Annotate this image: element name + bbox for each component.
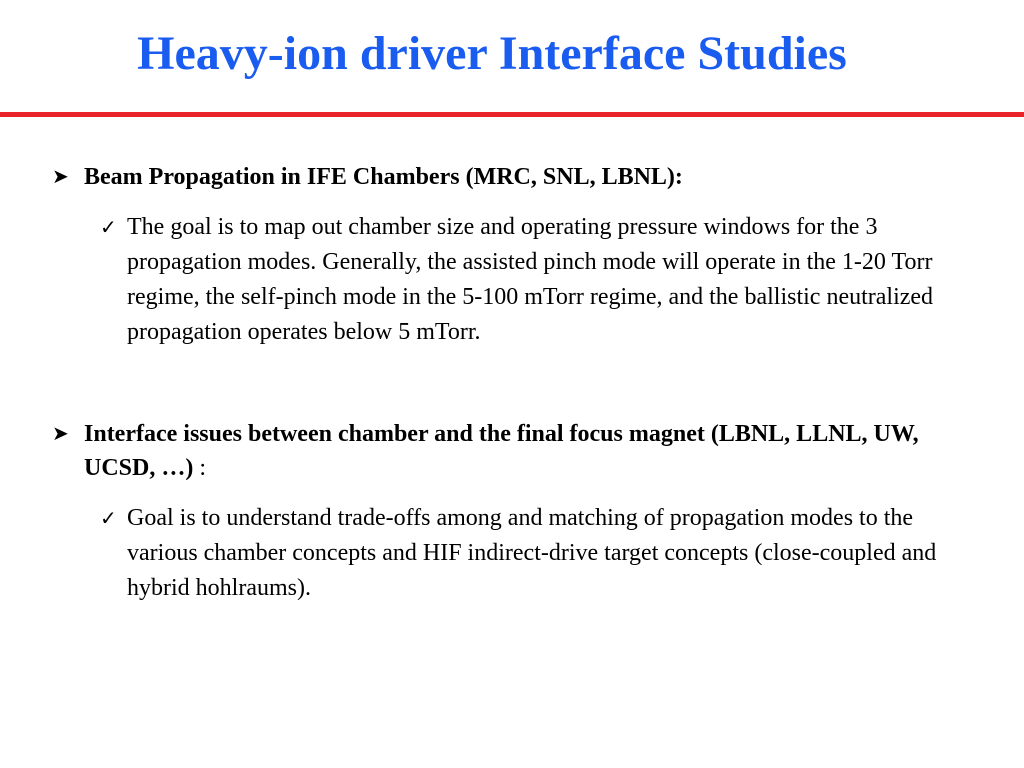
checkmark-bullet-icon: ✓ xyxy=(100,506,117,530)
section-heading-suffix: : xyxy=(193,455,207,481)
section-point-text: Goal is to understand trade-offs among and matching of propagation modes to the various chamber concepts and HIF indirect-drive target concepts (close-coupled and hybrid hohlraums). xyxy=(127,505,937,601)
checkmark-bullet-icon: ✓ xyxy=(100,215,117,239)
slide-title: Heavy-ion driver Interface Studies xyxy=(137,27,847,80)
arrowhead-bullet-icon: ➤ xyxy=(52,166,69,188)
arrowhead-bullet-icon: ➤ xyxy=(52,423,69,445)
section-point-text: The goal is to map out chamber size and operating pressure windows for the 3 propagation modes. Generally, the assisted pinch mode will operate in the 1-20 Torr regime, the self-pinch mode in the 5-100 mTorr regime, and the ballistic neutralized propagation operates below 5 mTorr. xyxy=(127,214,934,345)
section-heading-text: Beam Propagation in IFE Chambers (MRC, SNL, LBNL): xyxy=(84,164,683,190)
title-divider xyxy=(0,112,1024,117)
section-heading-text: Interface issues between chamber and the final focus magnet (LBNL, LLNL, UW, UCSD, …) xyxy=(84,421,919,481)
